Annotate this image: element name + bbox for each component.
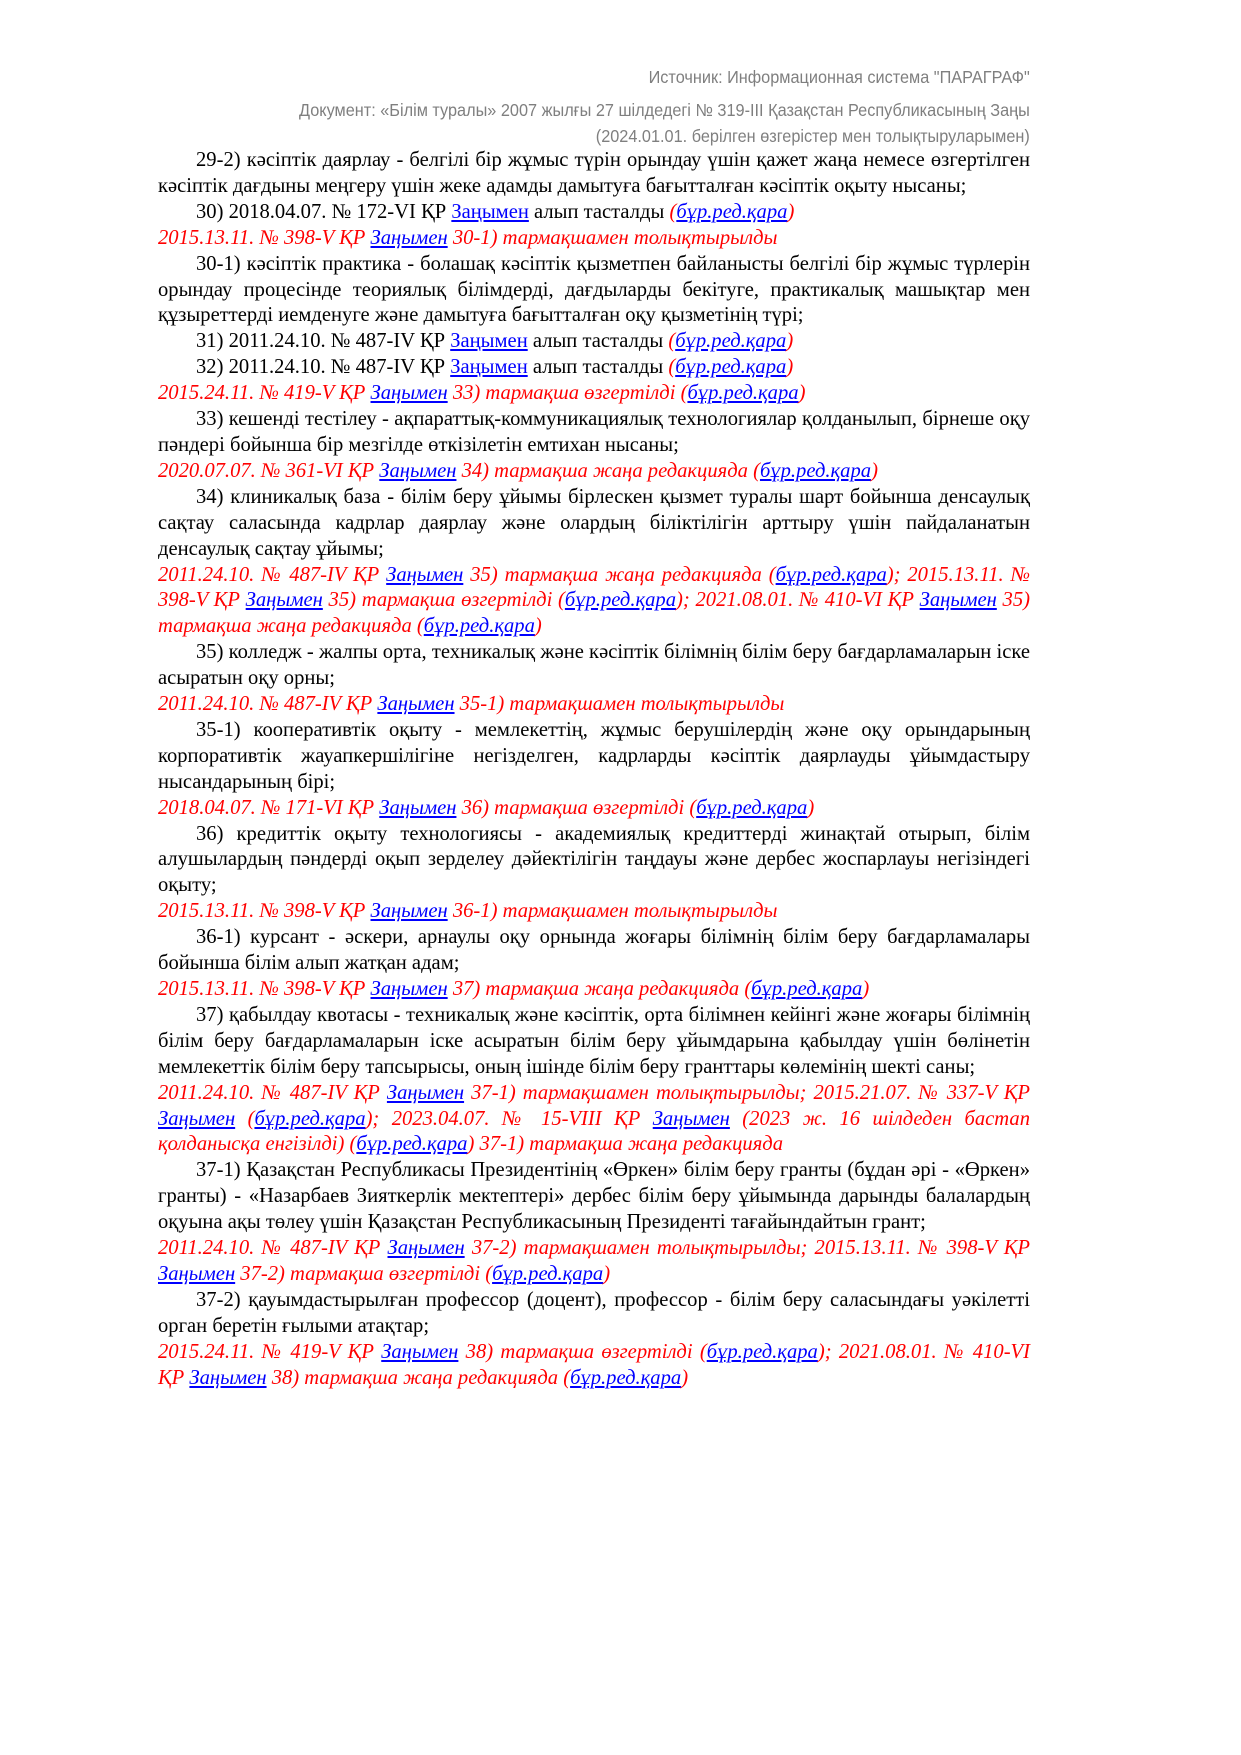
law-link[interactable]: Заңымен (370, 382, 448, 405)
text-run: 2015.24.11. № 419-V ҚР (158, 1340, 382, 1363)
text-run: 29-2) кәсіптік даярлау - белгілі бір жұмыс түрін орындау үшін қажет жаңа немесе өзгертілген кәсіптік дағдыны меңгеру үшін жеке адамды дамытуға бағытталған кәсіптік оқыту нысаны; (158, 149, 1030, 197)
paragraph (158, 1003, 1030, 1081)
text-run: 35) тармақша жаңа редакцияда ( (158, 589, 1030, 638)
previous-edition-link[interactable]: бұр.ред.қара (492, 1262, 604, 1285)
paragraph (158, 148, 1030, 200)
text-run: 2015.13.11. № 398-V ҚР (158, 900, 371, 923)
text-run: ) (807, 796, 815, 819)
amendment-note (158, 563, 1030, 641)
text-run: 36) кредиттік оқыту технологиясы - академиялық кредиттерді жинақтай отырып, білім алушылардың пәндерді оқып зерделеу дәйектілігін таңдауы және дербес жоспарлауы негізіндегі оқыту; (158, 822, 1030, 897)
amendment-note (158, 899, 1030, 925)
amendment-note (158, 796, 1030, 822)
law-link[interactable]: Заңымен (370, 978, 448, 1000)
text-run: 35-1) кооперативтік оқыту - мемлекеттің, жұмыс берушілердің және оқу орындарының корпоративтік жауапкершілігіне негізделген, кадрларды кәсіптік даярлауды ұйымдастыру нысандарының бірі; (158, 718, 1030, 793)
text-run: 35) колледж - жалпы орта, техникалық және кәсіптік білімнің білім беру бағдарламаларын іске асыратын оқу орны; (158, 641, 1030, 690)
previous-edition-link[interactable]: бұр.ред.қара (676, 200, 788, 223)
text-run: 38) тармақша жаңа редакцияда ( (266, 1366, 571, 1389)
law-link[interactable]: Заңымен (386, 1081, 465, 1104)
law-link[interactable]: Заңымен (370, 900, 448, 923)
law-link[interactable]: Заңымен (450, 356, 528, 379)
text-run: 35-1) тармақшамен толықтырылды (454, 693, 785, 716)
text-run: ( (668, 330, 676, 353)
text-run: ) 37-1) тармақша жаңа редакцияда (467, 1133, 783, 1156)
law-link[interactable]: Заңымен (158, 1107, 236, 1130)
paragraph (158, 329, 1030, 355)
text-run: 35) тармақша өзгертілді ( (322, 589, 565, 612)
text-run: 2020.07.07. № 361-VI ҚР (158, 459, 380, 482)
law-link[interactable]: Заңымен (919, 589, 997, 612)
previous-edition-link[interactable]: бұр.ред.қара (570, 1366, 682, 1389)
paragraph (158, 407, 1030, 459)
amendment-note (158, 381, 1030, 407)
text-run: 33) кешенді тестілеу - ақпараттық-коммуникациялық технологиялар қолданылып, бірнеше оқу пәндері бойынша бір мезгілде өткізілетін емтихан нысаны; (158, 408, 1030, 456)
previous-edition-link[interactable]: бұр.ред.қара (696, 796, 808, 819)
text-run: 36-1) курсант - әскери, арнаулы оқу орнында жоғары білімнің білім беру бағдарламалары бойынша білім алып жатқан адам; (158, 926, 1030, 975)
law-link[interactable]: Заңымен (158, 1262, 236, 1285)
previous-edition-link[interactable]: бұр.ред.қара (564, 589, 677, 612)
text-run: алып тасталды (527, 356, 669, 379)
paragraph (158, 200, 1030, 226)
previous-edition-link[interactable]: бұр.ред.қара (759, 459, 872, 482)
text-run: 37-1) тармақшамен толықтырылды; 2015.21.07. № 337-V ҚР (464, 1081, 1030, 1104)
text-run: ) (798, 382, 806, 405)
paragraph (158, 485, 1030, 563)
law-link[interactable]: Заңымен (451, 200, 529, 223)
amendment-note (158, 1340, 1030, 1392)
text-run: ) (786, 356, 794, 379)
text-run: (2023 ж. 16 шілдеден бастап қолданысқа енгізілді) ( (158, 1107, 1030, 1156)
text-run: ) (681, 1366, 689, 1389)
law-link[interactable]: Заңымен (450, 330, 528, 353)
text-run: 31) 2011.24.10. № 487-IV ҚР (196, 330, 451, 353)
law-link[interactable]: Заңымен (381, 1340, 459, 1363)
text-run: 37) тармақша жаңа редакцияда ( (447, 978, 752, 1000)
text-run: 2015.13.11. № 398-V ҚР (158, 978, 371, 1000)
law-link[interactable]: Заңымен (652, 1107, 730, 1130)
text-run: ( (235, 1107, 255, 1130)
text-run: 37) қабылдау квотасы - техникалық және кәсіптік, орта білімнен кейінгі және жоғары білімнің білім беру бағдарламаларын іске асыратын білім беру ұйымдарына қабылдау үшін бөлінетін мемлекеттік білім беру тапсырысы, оның ішінде білім беру гранттары көлемінің шекті саны; (158, 1003, 1030, 1078)
text-run: 30) 2018.04.07. № 172-VI ҚР (196, 200, 452, 223)
text-run: ) (871, 459, 878, 482)
previous-edition-link[interactable]: бұр.ред.қара (254, 1107, 366, 1130)
paragraph (158, 1158, 1030, 1236)
text-run: 38) тармақша өзгертілді ( (458, 1340, 707, 1363)
text-run: ); 2021.08.01. № 410-VI ҚР (158, 1340, 1030, 1389)
document-revision-line: (2024.01.01. берілген өзгерістер мен толықтыруларымен) (595, 126, 1030, 146)
text-run: алып тасталды (527, 330, 669, 353)
text-run: ) (534, 615, 542, 638)
text-run: 33) тармақша өзгертілді ( (447, 382, 688, 405)
text-run: 2018.04.07. № 171-VI ҚР (158, 796, 380, 819)
law-link[interactable]: Заңымен (245, 589, 323, 612)
text-run: 2011.24.10. № 487-IV ҚР (158, 1237, 388, 1260)
previous-edition-link[interactable]: бұр.ред.қара (775, 563, 887, 586)
source-line: Источник: Информационная система "ПАРАГРАФ" (648, 67, 1030, 87)
paragraph (158, 925, 1030, 977)
paragraph (158, 640, 1030, 692)
amendment-note (158, 692, 1030, 718)
text-run: 30-1) кәсіптік практика - болашақ кәсіптік қызметпен байланысты белгілі бір жұмыс түрлерін орындау процесінде теориялық білімдерді, дағдыларды бекітуге, практикалық машықтар мен құзыреттерді иемденуге және дамытуға бағытталған оқу қызметінің түрі; (158, 252, 1030, 327)
document-title-line: Документ: «Білім туралы» 2007 жылғы 27 шілдедегі № 319-III Қазақстан Республикасының Заңы (299, 100, 1030, 120)
previous-edition-link[interactable]: бұр.ред.қара (751, 978, 863, 1000)
text-run: 37-2) қауымдастырылған профессор (доцент), профессор - білім беру саласындағы уәкілетті орган беретін ғылыми атақтар; (158, 1288, 1030, 1337)
law-link[interactable]: Заңымен (379, 459, 457, 482)
law-link[interactable]: Заңымен (387, 1237, 465, 1260)
previous-edition-link[interactable]: бұр.ред.қара (675, 356, 787, 379)
text-run: 2015.24.11. № 419-V ҚР (158, 382, 371, 405)
paragraph (158, 1288, 1030, 1340)
text-run: 36) тармақша өзгертілді ( (456, 796, 697, 819)
law-link[interactable]: Заңымен (379, 796, 457, 819)
text-run: ) (786, 330, 794, 353)
text-run: 30-1) тармақшамен толықтырылды (447, 226, 778, 249)
text-run: ) (862, 978, 870, 1000)
text-run: 2011.24.10. № 487-IV ҚР (158, 693, 378, 716)
text-run: ); 2021.08.01. № 410-VI ҚР (676, 589, 920, 612)
text-run: ( (669, 200, 677, 223)
document-body (158, 148, 1030, 1392)
text-run: 37-1) Қазақстан Республикасы Президентінің «Өркен» білім беру гранты (бұдан әрі - «Өркен» гранты) - «Назарбаев Зияткерлік мектептері» дербес білім беру ұйымында дарынды балалардың оқуына ақы төлеу үшін Қазақстан Республикасының Президенті тағайындайтын грант; (158, 1159, 1030, 1234)
amendment-note (158, 459, 1030, 485)
law-link[interactable]: Заңымен (386, 563, 464, 586)
previous-edition-link[interactable]: бұр.ред.қара (423, 615, 535, 638)
text-run: 34) клиникалық база - білім беру ұйымы бірлескен қызмет туралы шарт бойынша денсаулық сақтау саласында кадрлар даярлау және олардың біліктілігін арттыру үшін пайдаланатын денсаулық сақтау ұйымы; (158, 485, 1030, 560)
text-run: ) (603, 1262, 611, 1285)
previous-edition-link[interactable]: бұр.ред.қара (706, 1340, 818, 1363)
paragraph (158, 822, 1030, 900)
amendment-note (158, 226, 1030, 252)
text-run: 35) тармақша жаңа редакцияда ( (463, 563, 776, 586)
text-run: 34) тармақша жаңа редакцияда ( (456, 459, 760, 482)
previous-edition-link[interactable]: бұр.ред.қара (356, 1133, 468, 1156)
text-run: ); 2023.04.07. № 15-VIII ҚР (365, 1107, 653, 1130)
text-run: 37-2) тармақша өзгертілді ( (235, 1262, 493, 1285)
text-run: 2015.13.11. № 398-V ҚР (158, 226, 371, 249)
text-run: ) (787, 200, 795, 223)
paragraph (158, 252, 1030, 330)
text-run: ( (668, 356, 676, 379)
document-header (299, 64, 1030, 149)
text-run: 2011.24.10. № 487-IV ҚР (158, 563, 387, 586)
text-run: ); 2015.13.11. № 398-V ҚР (158, 563, 1030, 612)
amendment-note (158, 977, 1030, 1003)
previous-edition-link[interactable]: бұр.ред.қара (687, 382, 799, 405)
text-run: 36-1) тармақшамен толықтырылды (447, 900, 778, 923)
amendment-note (158, 1236, 1030, 1288)
paragraph (158, 355, 1030, 381)
law-link[interactable]: Заңымен (370, 226, 448, 249)
amendment-note (158, 1081, 1030, 1159)
paragraph (158, 718, 1030, 796)
law-link[interactable]: Заңымен (189, 1366, 267, 1389)
text-run: 32) 2011.24.10. № 487-IV ҚР (196, 356, 451, 379)
text-run: 2011.24.10. № 487-IV ҚР (158, 1081, 387, 1104)
previous-edition-link[interactable]: бұр.ред.қара (675, 330, 787, 353)
text-run: алып тасталды (528, 200, 670, 223)
text-run: 37-2) тармақшамен толықтырылды; 2015.13.11. № 398-V ҚР (464, 1237, 1031, 1260)
law-link[interactable]: Заңымен (377, 693, 455, 716)
